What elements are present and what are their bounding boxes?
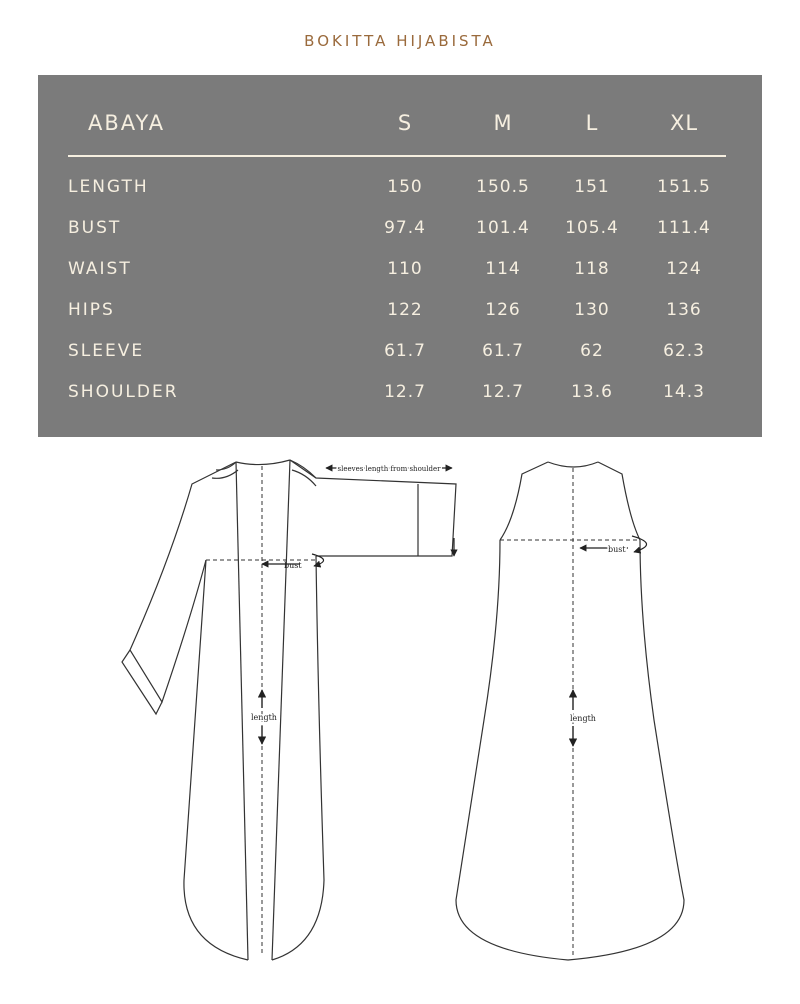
value-bust-xl: 111.4 [657,218,711,238]
abaya-front-drawing [122,460,456,960]
size-header-xl: XL [669,111,699,135]
dress-measure-lines [500,468,640,955]
abaya-right-sleeve [290,460,456,556]
abaya-left-body [184,560,248,960]
garment-sketch-svg [0,440,800,1000]
value-length-s: 150 [387,177,423,197]
size-chart-panel [38,75,762,437]
value-waist-s: 110 [387,259,423,279]
value-hips-xl: 136 [666,300,702,320]
value-sleeve-m: 61.7 [482,341,524,361]
value-shoulder-s: 12.7 [384,382,426,402]
dress-bust-curl [632,536,647,552]
value-shoulder-m: 12.7 [482,382,524,402]
garment-title: ABAYA [88,111,166,135]
dress-neckline [548,462,598,467]
value-length-l: 151 [574,177,610,197]
abaya-bust-label: bust [284,561,302,570]
value-shoulder-xl: 14.3 [663,382,705,402]
size-header-l: L [585,111,599,135]
measurement-sketches [0,440,800,1000]
row-label-length: LENGTH [68,177,149,197]
dress-bust-label: bust [608,545,626,554]
dress-left-side [456,540,568,960]
value-bust-l: 105.4 [565,218,619,238]
row-label-waist: WAIST [68,259,132,279]
value-length-m: 150.5 [476,177,530,197]
row-label-sleeve: SLEEVE [68,341,145,361]
inner-dress-drawing [456,462,684,960]
row-label-bust: BUST [68,218,122,238]
abaya-placket-left [236,462,248,960]
abaya-left-cuff [122,650,162,714]
dress-left-armhole [500,462,548,540]
value-shoulder-l: 13.6 [571,382,613,402]
dress-right-side [568,540,684,960]
size-header-m: M [493,111,513,135]
value-length-xl: 151.5 [657,177,711,197]
row-label-hips: HIPS [68,300,115,320]
dress-length-label: length [570,714,596,723]
value-bust-m: 101.4 [476,218,530,238]
value-sleeve-l: 62 [580,341,604,361]
header-divider [68,155,726,157]
value-sleeve-s: 61.7 [384,341,426,361]
value-waist-l: 118 [574,259,610,279]
abaya-length-label: length [251,713,277,722]
sleeve-length-note: sleeves length from shoulder [337,465,441,473]
value-waist-xl: 124 [666,259,702,279]
value-hips-s: 122 [387,300,423,320]
value-waist-m: 114 [485,259,521,279]
size-header-s: S [397,111,413,135]
value-sleeve-xl: 62.3 [663,341,705,361]
value-hips-l: 130 [574,300,610,320]
brand-name: BOKITTA HIJABISTA [304,32,496,50]
abaya-placket-right [272,460,290,960]
value-hips-m: 126 [485,300,521,320]
dress-right-armhole [598,462,640,540]
abaya-neckline [236,460,290,465]
abaya-left-sleeve [130,462,236,702]
abaya-measure-lines [206,466,316,955]
row-label-shoulder: SHOULDER [68,382,179,402]
value-bust-s: 97.4 [384,218,426,238]
